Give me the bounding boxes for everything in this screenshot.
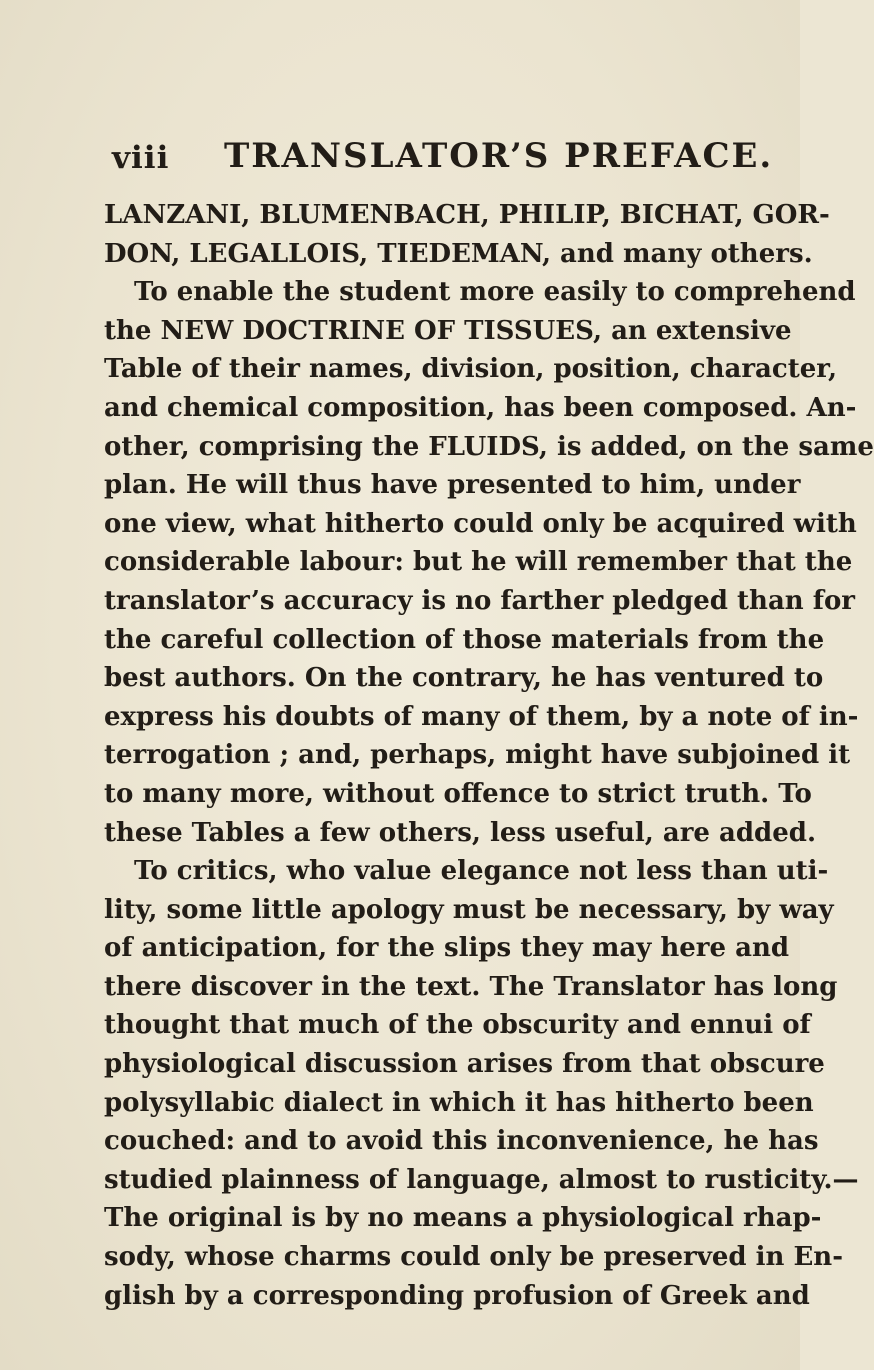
text-line: considerable labour: but he will remember that the	[104, 547, 853, 578]
text-line: The original is by no means a physiological rhap-	[104, 1203, 822, 1234]
text-line: best authors. On the contrary, he has ventured to	[104, 663, 824, 694]
text-line: express his doubts of many of them, by a note of in-	[104, 701, 859, 732]
text-line: LANZANI, BLUMENBACH, PHILIP, BICHAT, GOR-	[104, 200, 830, 230]
text-line: and chemical composition, has been composed. An-	[104, 392, 857, 423]
text-line: To critics, who value elegance not less than uti-	[134, 856, 829, 887]
text-line: of anticipation, for the slips they may here and	[104, 933, 790, 964]
text-line: glish by a corresponding profusion of Greek and	[104, 1280, 810, 1311]
running-head-title: TRANSLATOR’S PREFACE.	[224, 136, 774, 176]
text-line: plan. He will thus have presented to him, under	[104, 470, 801, 501]
text-line: polysyllabic dialect in which it has hitherto been	[104, 1087, 814, 1118]
text-line: sody, whose charms could only be preserved in En-	[104, 1242, 843, 1273]
body-text	[104, 196, 874, 1315]
text-line: translator’s accuracy is no farther pledged than for	[104, 585, 855, 616]
text-line: Table of their names, division, position, character,	[104, 354, 838, 385]
text-line: DON, LEGALLOIS, TIEDEMAN, and many others.	[104, 238, 813, 269]
page-number: viii	[112, 140, 170, 176]
text-line: physiological discussion arises from that obscure	[104, 1049, 825, 1080]
text-line: To enable the student more easily to comprehend	[134, 277, 856, 308]
text-line: thought that much of the obscurity and ennui of	[104, 1010, 811, 1041]
text-line: one view, what hitherto could only be acquired with	[104, 508, 857, 539]
text-line: the NEW DOCTRINE OF TISSUES, an extensive	[104, 315, 792, 346]
text-line: these Tables a few others, less useful, are added.	[104, 817, 816, 848]
text-line: terrogation ; and, perhaps, might have subjoined it	[104, 740, 851, 771]
text-line: to many more, without offence to strict truth. To	[104, 778, 812, 809]
text-line: the careful collection of those materials from the	[104, 624, 825, 655]
text-line: other, comprising the FLUIDS, is added, on the same	[104, 431, 874, 462]
text-line: there discover in the text. The Translator has long	[104, 971, 838, 1002]
text-line: couched: and to avoid this inconvenience, he has	[104, 1126, 819, 1157]
text-line: studied plainness of language, almost to rusticity.—	[104, 1164, 859, 1195]
running-head	[108, 136, 774, 186]
text-line: lity, some little apology must be necessary, by way	[104, 894, 834, 925]
